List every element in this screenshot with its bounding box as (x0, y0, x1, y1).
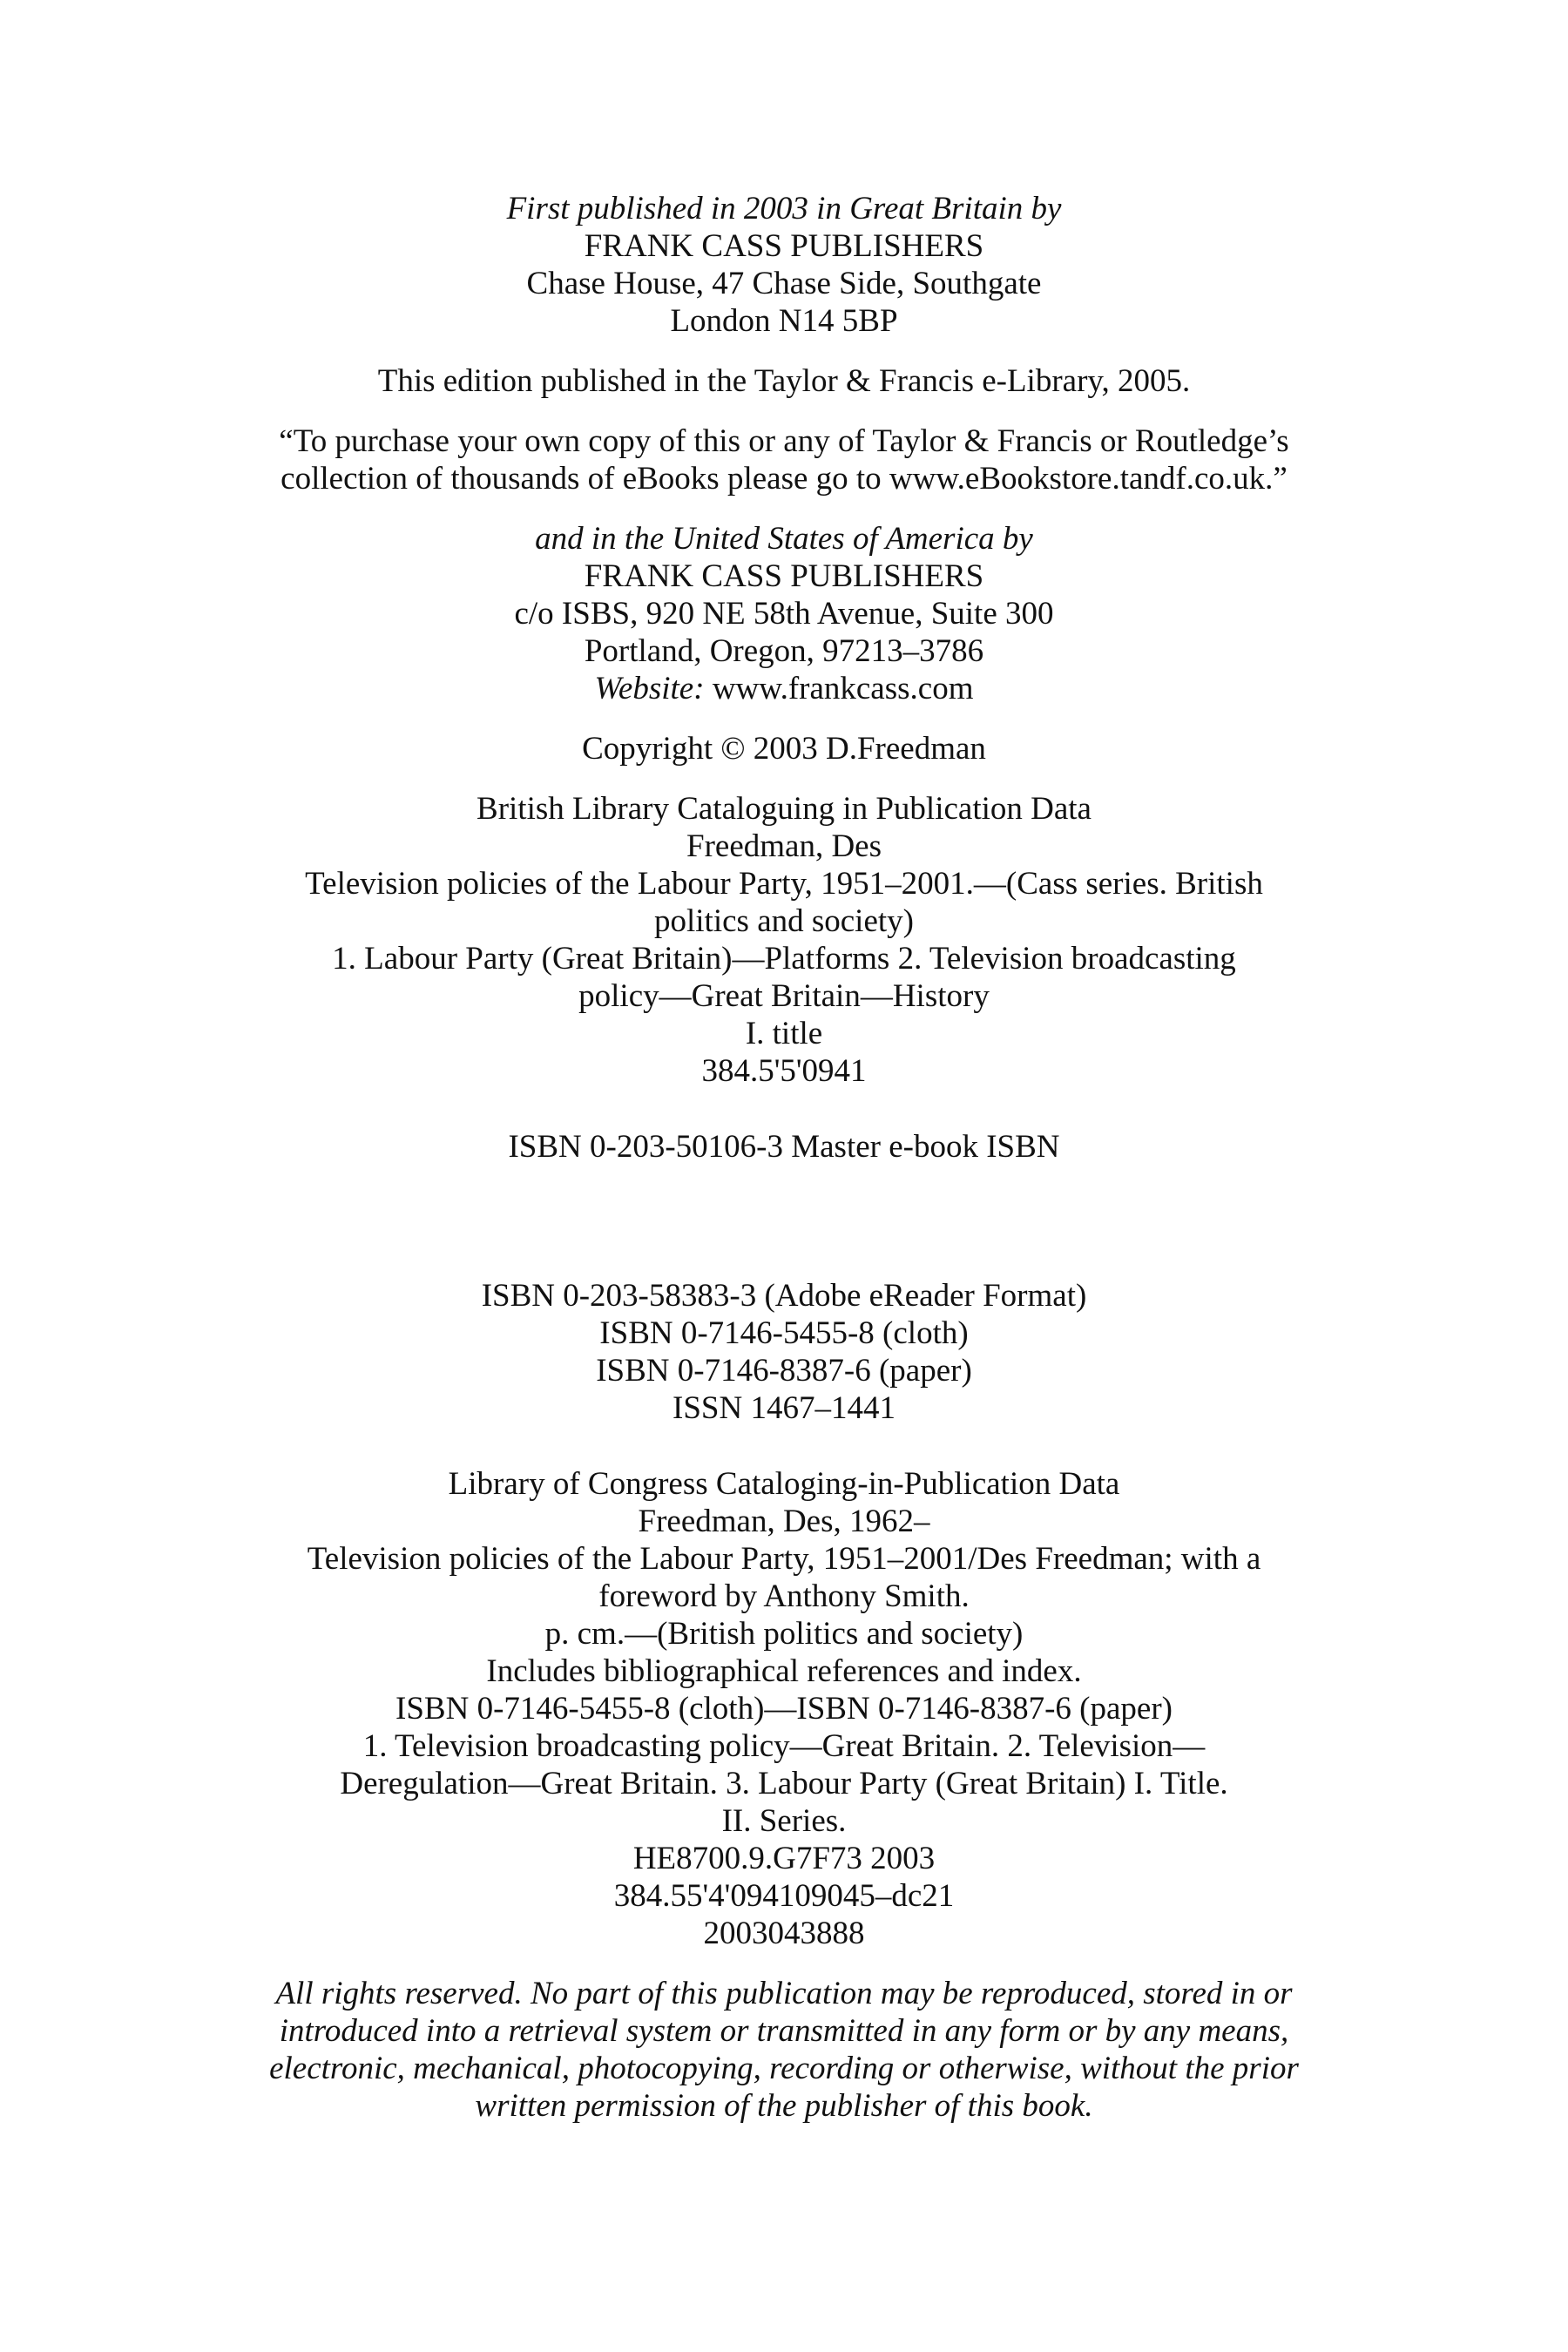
cip-line: 1. Labour Party (Great Britain)—Platforms 2. Television broadcasting (332, 941, 1236, 977)
cip-line: Television policies of the Labour Party, 1951–2001.—(Cass series. British (305, 866, 1263, 902)
uk-publisher-name: FRANK CASS PUBLISHERS (584, 228, 984, 264)
loc-line: p. cm.—(British politics and society) (544, 1616, 1024, 1652)
loc-line: HE8700.9.G7F73 2003 (632, 1841, 936, 1876)
cip-line: British Library Cataloguing in Publication Data (476, 791, 1092, 827)
loc-line: 1. Television broadcasting policy—Great Britain. 2. Television— (362, 1728, 1206, 1764)
isbn-line: ISBN 0-7146-5455-8 (cloth) (599, 1315, 969, 1351)
website-url: www.frankcass.com (712, 671, 974, 706)
loc-line: 384.55'4'094109045–dc21 (613, 1878, 955, 1914)
loc-line: Includes bibliographical references and index. (486, 1653, 1082, 1689)
loc-line: Library of Congress Cataloging-in-Publication Data (448, 1466, 1120, 1502)
website-label: Website: (594, 671, 705, 706)
purchase-note-line: “To purchase your own copy of this or any of Taylor & Francis or Routledge’s (279, 423, 1289, 459)
loc-line: 2003043888 (703, 1916, 865, 1951)
uk-address-line-1: Chase House, 47 Chase Side, Southgate (526, 266, 1042, 301)
loc-line: ISBN 0-7146-5455-8 (cloth)—ISBN 0-7146-8387-6 (paper) (395, 1691, 1173, 1727)
purchase-note-line: collection of thousands of eBooks please go to www.eBookstore.tandf.co.uk.” (280, 461, 1288, 497)
loc-line: Television policies of the Labour Party, 1951–2001/Des Freedman; with a (307, 1541, 1261, 1577)
library-of-congress-cip (0, 1465, 1568, 1952)
loc-line: II. Series. (721, 1803, 847, 1839)
isbn-line: ISSN 1467–1441 (672, 1390, 896, 1426)
loc-line: foreword by Anthony Smith. (598, 1578, 970, 1614)
uk-address-line-2: London N14 5BP (670, 303, 898, 339)
us-edition-block (0, 520, 1568, 707)
website-line (0, 670, 1568, 707)
purchase-note (0, 422, 1568, 497)
loc-line: Freedman, Des, 1962– (638, 1504, 930, 1539)
master-isbn: ISBN 0-203-50106-3 Master e-book ISBN (508, 1129, 1060, 1165)
first-published-intro: First published in 2003 in Great Britain by (506, 191, 1062, 226)
rights-line: electronic, mechanical, photocopying, recording or otherwise, without the prior (269, 2051, 1299, 2086)
us-publisher-name: FRANK CASS PUBLISHERS (584, 558, 984, 594)
cip-line: 384.5'5'0941 (701, 1053, 867, 1089)
rights-line: All rights reserved. No part of this publication may be reproduced, stored in or (275, 1976, 1293, 2011)
us-address-line-1: c/o ISBS, 920 NE 58th Avenue, Suite 300 (514, 596, 1054, 632)
copyright-page (0, 190, 1568, 2125)
rights-line: written permission of the publisher of this book. (475, 2088, 1093, 2124)
cip-line: I. title (745, 1016, 823, 1051)
isbn-line: ISBN 0-7146-8387-6 (paper) (596, 1353, 972, 1389)
rights-line: introduced into a retrieval system or transmitted in any form or by any means, (279, 2013, 1289, 2049)
cip-line: policy—Great Britain—History (578, 978, 990, 1014)
first-published-block (0, 190, 1568, 340)
copyright-line: Copyright © 2003 D.Freedman (582, 731, 986, 767)
us-address-line-2: Portland, Oregon, 97213–3786 (584, 633, 984, 669)
loc-line: Deregulation—Great Britain. 3. Labour Party (Great Britain) I. Title. (340, 1766, 1228, 1801)
ebook-edition-note: This edition published in the Taylor & Francis e-Library, 2005. (377, 363, 1191, 399)
rights-statement (0, 1975, 1568, 2125)
isbn-list (0, 1277, 1568, 1427)
us-edition-intro: and in the United States of America by (535, 521, 1033, 557)
cip-line: Freedman, Des (686, 828, 882, 864)
isbn-line: ISBN 0-203-58383-3 (Adobe eReader Format) (481, 1278, 1087, 1314)
cip-line: politics and society) (654, 903, 914, 939)
british-library-cip (0, 790, 1568, 1090)
